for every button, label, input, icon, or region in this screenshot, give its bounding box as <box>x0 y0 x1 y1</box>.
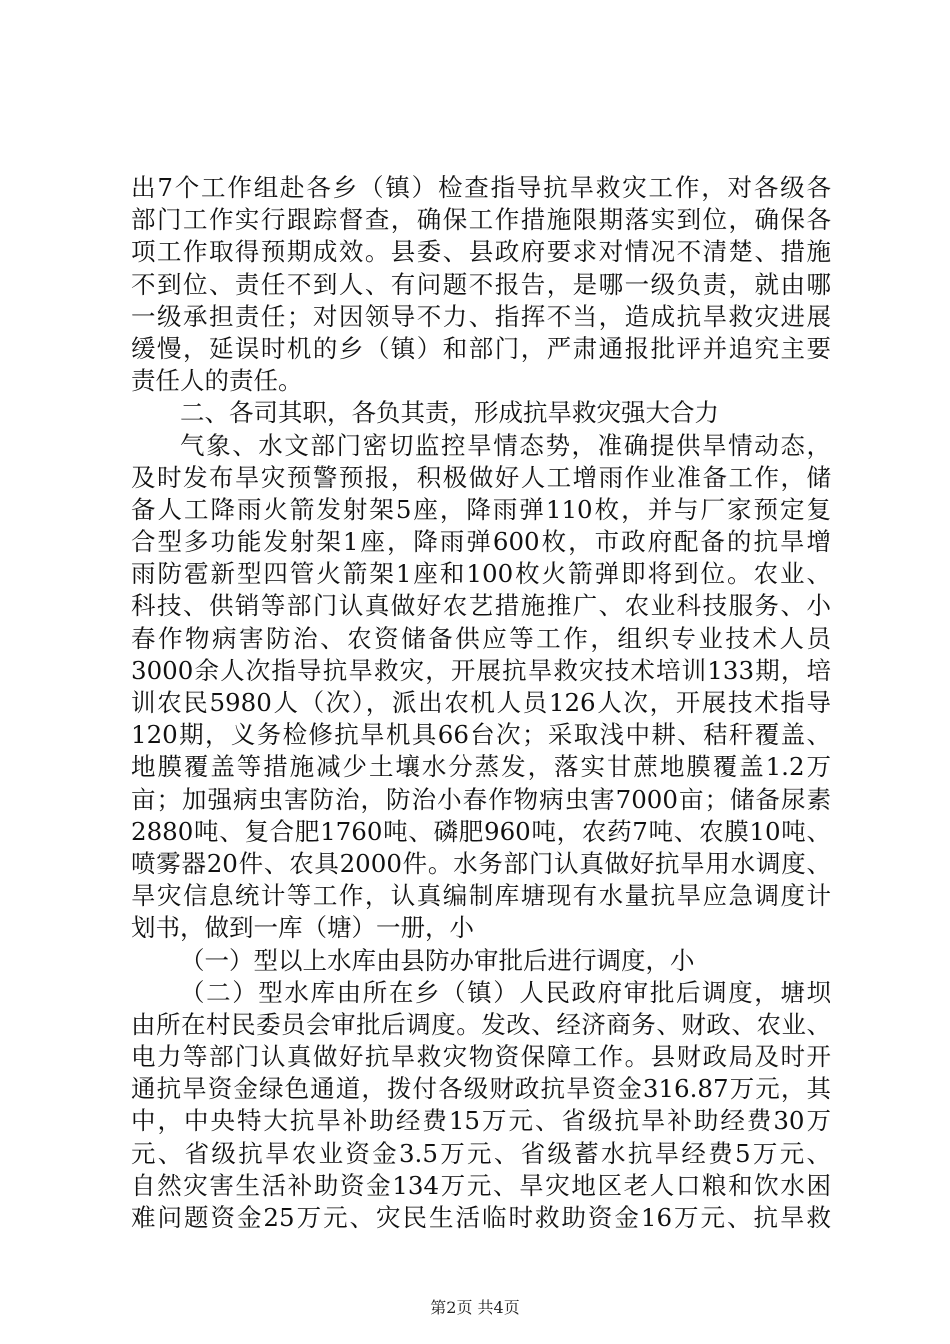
text-line: 气象、水文部门密切监控旱情态势，准确提供旱情动态， <box>180 430 831 460</box>
text-line: 不到位、责任不到人、有问题不报告，是哪一级负责，就由哪 <box>131 269 831 299</box>
text-line: 自然灾害生活补助资金134万元、旱灾地区老人口粮和饮水困 <box>131 1170 831 1200</box>
text-line: 项工作取得预期成效。县委、县政府要求对情况不清楚、措施 <box>131 237 831 267</box>
text-line: 难问题资金25万元、灾民生活临时救助资金16万元、抗旱救 <box>131 1203 831 1232</box>
text-line: 部门工作实行跟踪督查，确保工作措施限期落实到位，确保各 <box>131 205 831 235</box>
text-line: 科技、供销等部门认真做好农艺措施推广、农业科技服务、小 <box>131 591 831 621</box>
text-line: （二）型水库由所在乡（镇）人民政府审批后调度，塘坝 <box>180 977 831 1007</box>
text-line: 训农民5980人（次），派出农机人员126人次，开展技术指导 <box>131 688 831 717</box>
text-line: 一级承担责任；对因领导不力、指挥不当，造成抗旱救灾进展 <box>131 301 831 331</box>
text-line: 春作物病害防治、农资储备供应等工作，组织专业技术人员 <box>131 623 831 653</box>
text-line: 中，中央特大抗旱补助经费15万元、省级抗旱补助经费30万 <box>131 1106 831 1136</box>
text-line: 元、省级抗旱农业资金3.5万元、省级蓄水抗旱经费5万元、 <box>131 1138 831 1168</box>
text-line: 责任人的责任。 <box>131 366 303 396</box>
text-line: 地膜覆盖等措施减少土壤水分蒸发，落实甘蔗地膜覆盖1.2万 <box>131 752 831 782</box>
text-line: 及时发布旱灾预警预报，积极做好人工增雨作业准备工作，储 <box>131 462 831 492</box>
text-line: 出7个工作组赴各乡（镇）检查指导抗旱救灾工作，对各级各 <box>131 173 831 202</box>
text-line: 缓慢，延误时机的乡（镇）和部门，严肃通报批评并追究主要 <box>131 333 831 363</box>
body-text <box>131 172 831 1234</box>
text-line: 亩；加强病虫害防治，防治小春作物病虫害7000亩；储备尿素 <box>131 784 831 814</box>
text-line: 120期，义务检修抗旱机具66台次；采取浅中耕、秸秆覆盖、 <box>131 720 831 750</box>
text-line: 旱灾信息统计等工作，认真编制库塘现有水量抗旱应急调度计 <box>131 881 831 911</box>
text-line: 由所在村民委员会审批后调度。发改、经济商务、财政、农业、 <box>131 1009 831 1039</box>
text-line: （一）型以上水库由县防办审批后进行调度，小 <box>180 945 695 975</box>
text-line: 喷雾器20件、农具2000件。水务部门认真做好抗旱用水调度、 <box>131 848 831 878</box>
page-footer <box>0 1298 950 1318</box>
text-line: 备人工降雨火箭发射架5座，降雨弹110枚，并与厂家预定复 <box>131 494 831 524</box>
section-heading: 二、各司其职，各负其责，形成抗旱救灾强大合力 <box>180 398 719 428</box>
text-line: 电力等部门认真做好抗旱救灾物资保障工作。县财政局及时开 <box>131 1042 831 1072</box>
text-line: 雨防雹新型四管火箭架1座和100枚火箭弹即将到位。农业、 <box>131 559 831 589</box>
text-line: 3000余人次指导抗旱救灾，开展抗旱救灾技术培训133期，培 <box>131 655 831 685</box>
text-line: 合型多功能发射架1座，降雨弹600枚，市政府配备的抗旱增 <box>131 527 831 557</box>
text-line: 划书，做到一库（塘）一册，小 <box>131 913 474 943</box>
page-indicator: 第2页 共4页 <box>430 1298 520 1317</box>
text-line: 2880吨、复合肥1760吨、磷肥960吨，农药7吨、农膜10吨、 <box>131 816 831 846</box>
text-line: 通抗旱资金绿色通道，拨付各级财政抗旱资金316.87万元，其 <box>131 1074 831 1104</box>
